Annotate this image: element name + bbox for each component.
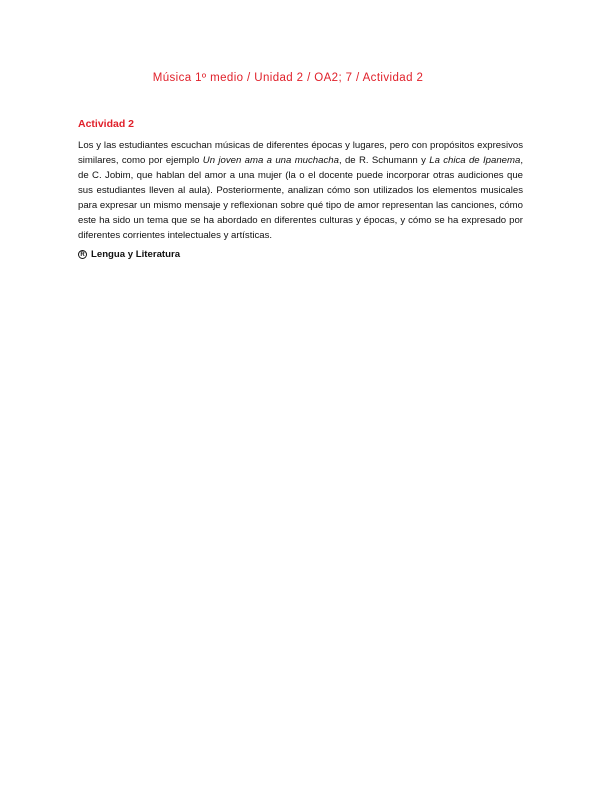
subject-connection xyxy=(78,249,523,260)
activity-description xyxy=(78,138,523,243)
description-text-3: , de C. Jobim, que hablan del amor a una mujer (la o el docente puede incorporar otras audiciones que sus estudiantes lleven al aula). Posteriormente, analizan cómo son utilizados los elementos musicales para expresar un mismo mensaje y reflexionan sobre qué tipo de amor representan las canciones, cómo este ha sido un tema que se ha abordado en diferentes culturas y épocas, y cómo se ha expresado por diferentes corrientes intelectuales y artísticas. xyxy=(78,155,523,241)
description-text-1: Los y las estudiantes escuchan músicas de diferentes épocas y lugares, pero con propósitos expresivos similares, como por ejemplo xyxy=(78,140,523,166)
registered-circle-icon: R xyxy=(78,250,87,259)
activity-section xyxy=(78,118,523,260)
breadcrumb: Música 1º medio / Unidad 2 / OA2; 7 / Actividad 2 xyxy=(152,72,424,84)
connection-label: Lengua y Literatura xyxy=(91,249,181,260)
work-title-jobim: La chica de Ipanema xyxy=(429,155,521,166)
description-text-2: , de R. Schumann y xyxy=(338,155,430,166)
activity-title: Actividad 2 xyxy=(78,118,135,130)
work-title-schumann: Un joven ama a una muchacha xyxy=(202,155,339,166)
